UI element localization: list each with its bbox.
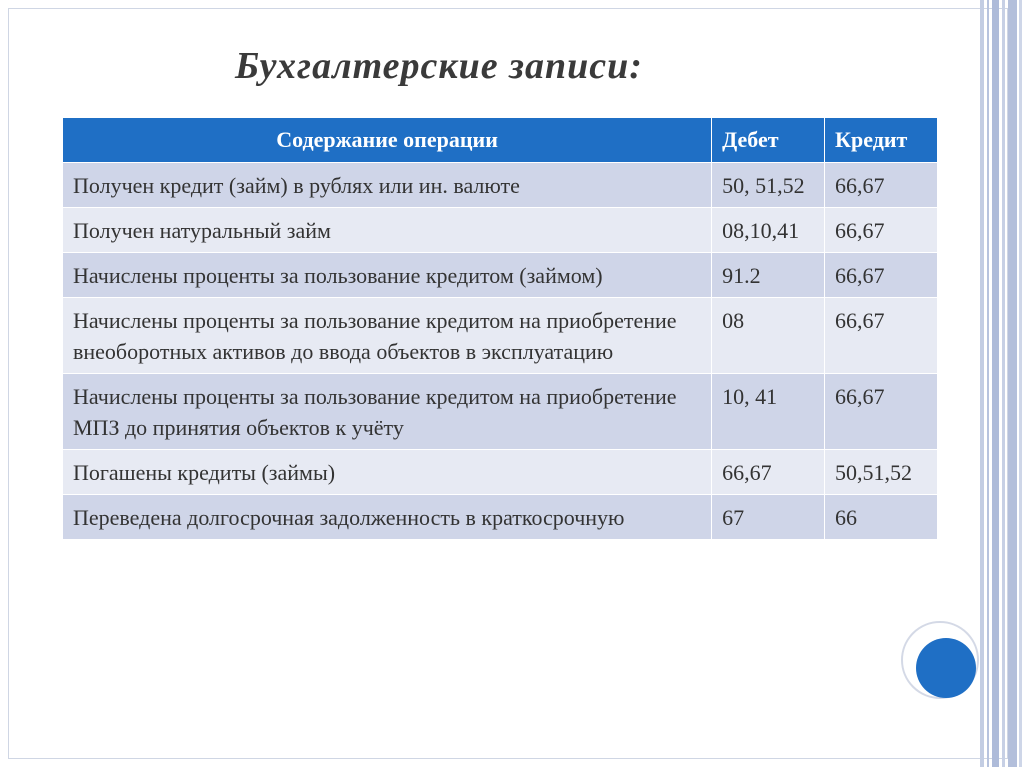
table-row — [63, 450, 938, 495]
accounting-entries-table — [62, 118, 938, 540]
cell-debit: 66,67 — [712, 450, 825, 495]
table-row — [63, 163, 938, 208]
table-row — [63, 253, 938, 298]
cell-debit: 08 — [712, 298, 825, 374]
cell-debit: 10, 41 — [712, 374, 825, 450]
table-row — [63, 374, 938, 450]
table-row — [63, 208, 938, 253]
cell-credit: 66 — [825, 495, 938, 540]
cell-operation: Начислены проценты за пользование кредитом на приобретение внеоборотных активов до ввода объектов в эксплуатацию — [63, 298, 712, 374]
cell-operation: Получен кредит (займ) в рублях или ин. валюте — [63, 163, 712, 208]
cell-credit: 66,67 — [825, 253, 938, 298]
header-operation: Содержание операции — [63, 118, 712, 163]
cell-operation: Переведена долгосрочная задолженность в краткосрочную — [63, 495, 712, 540]
cell-operation: Начислены проценты за пользование кредитом на приобретение МПЗ до принятия объектов к учёту — [63, 374, 712, 450]
cell-credit: 66,67 — [825, 374, 938, 450]
table-row — [63, 298, 938, 374]
cell-credit: 66,67 — [825, 208, 938, 253]
cell-credit: 50,51,52 — [825, 450, 938, 495]
header-debit: Дебет — [712, 118, 825, 163]
cell-debit: 91.2 — [712, 253, 825, 298]
cell-operation: Получен натуральный займ — [63, 208, 712, 253]
table-header-row — [63, 118, 938, 163]
cell-credit: 66,67 — [825, 163, 938, 208]
table-row — [63, 495, 938, 540]
decorative-circles — [900, 620, 990, 710]
cell-debit: 50, 51,52 — [712, 163, 825, 208]
cell-debit: 67 — [712, 495, 825, 540]
slide-title: Бухгалтерские записи: — [235, 45, 643, 87]
cell-debit: 08,10,41 — [712, 208, 825, 253]
cell-operation: Погашены кредиты (займы) — [63, 450, 712, 495]
cell-credit: 66,67 — [825, 298, 938, 374]
header-credit: Кредит — [825, 118, 938, 163]
cell-operation: Начислены проценты за пользование кредитом (займом) — [63, 253, 712, 298]
decorative-inner-circle — [916, 638, 976, 698]
